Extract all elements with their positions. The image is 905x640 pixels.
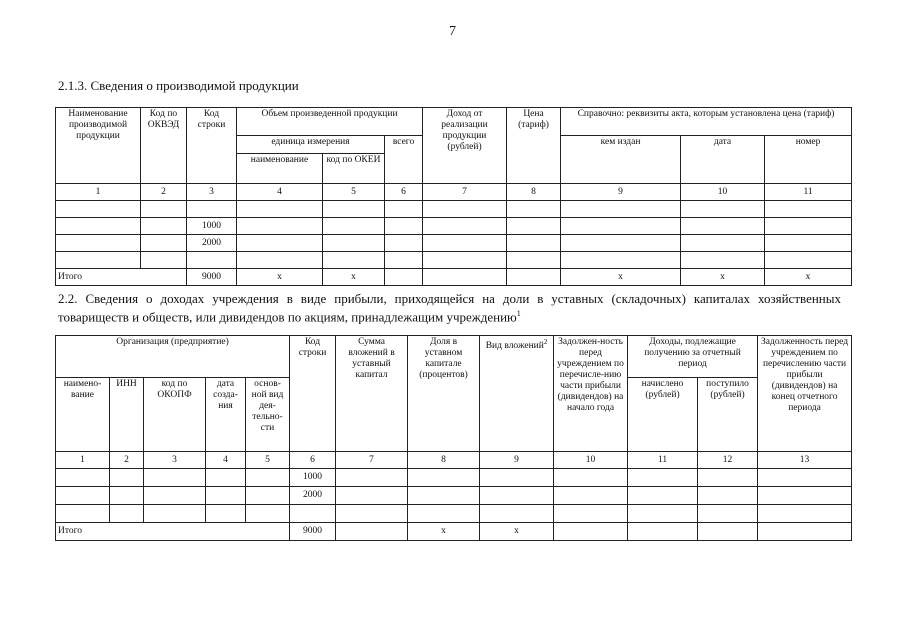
row-code: 2000 xyxy=(290,487,336,505)
header-received: поступило (рублей) xyxy=(698,378,758,452)
total-cell: х xyxy=(561,269,681,286)
header-okved: Код по ОКВЭД xyxy=(141,108,187,184)
header-issued-by: кем издан xyxy=(561,136,681,184)
header-okei: код по ОКЕИ xyxy=(323,154,385,184)
header-accrued: начислено (рублей) xyxy=(628,378,698,452)
table-row xyxy=(56,218,852,235)
header-number: номер xyxy=(765,136,852,184)
total-label: Итого xyxy=(56,523,290,541)
col-number: 2 xyxy=(110,452,144,469)
header-okopf: код по ОКОПФ xyxy=(144,378,206,452)
header-income: Доход от реализации продукции (рублей) xyxy=(423,108,507,184)
total-row xyxy=(56,523,852,541)
table-row xyxy=(56,469,852,487)
table-row xyxy=(56,487,852,505)
col-number: 6 xyxy=(290,452,336,469)
header-unit: единица измерения xyxy=(237,136,385,154)
col-number: 3 xyxy=(144,452,206,469)
row-code xyxy=(187,201,237,218)
section-2-2-title: 2.2. Сведения о доходах учреждения в виде прибыли, приходящейся на доли в уставных (складочных) капиталах хозяйственных товариществ и обществ, или дивидендов по акциям, принадлежащим учреждению$^1$ xyxy=(58,291,841,325)
col-number: 10 xyxy=(554,452,628,469)
table-row xyxy=(56,505,852,523)
total-row xyxy=(56,269,852,286)
row-code xyxy=(187,252,237,269)
col-number: 1 xyxy=(56,452,110,469)
col-number: 13 xyxy=(758,452,852,469)
total-code: 9000 xyxy=(290,523,336,541)
header-price: Цена (тариф) xyxy=(507,108,561,184)
header-main-activity: основ-ной вид дея-тельно-сти xyxy=(246,378,290,452)
col-number: 4 xyxy=(237,184,323,201)
col-number: 8 xyxy=(507,184,561,201)
header-inn: ИНН xyxy=(110,378,144,452)
col-number: 11 xyxy=(628,452,698,469)
col-number: 1 xyxy=(56,184,141,201)
header-row-code: Код строки xyxy=(290,336,336,452)
col-number: 6 xyxy=(385,184,423,201)
col-number: 3 xyxy=(187,184,237,201)
header-investment: Сумма вложений в уставный капитал xyxy=(336,336,408,452)
header-creation-date: дата созда-ния xyxy=(206,378,246,452)
col-number: 7 xyxy=(423,184,507,201)
col-number: 5 xyxy=(246,452,290,469)
col-number: 2 xyxy=(141,184,187,201)
total-cell: х xyxy=(323,269,385,286)
row-code xyxy=(290,505,336,523)
header-debt-start: Задолжен-ность перед учреждением по перечисле-нию части прибыли (дивидендов) на начало года xyxy=(554,336,628,452)
header-product-name: Наименование производимой продукции xyxy=(56,108,141,184)
total-cell: х xyxy=(681,269,765,286)
table-row xyxy=(56,235,852,252)
footnote-mark: 2 xyxy=(543,338,548,346)
footnote-mark: 1 xyxy=(516,309,521,318)
col-number: 4 xyxy=(206,452,246,469)
col-number: 9 xyxy=(480,452,554,469)
row-code: 1000 xyxy=(187,218,237,235)
dividends-table xyxy=(55,335,852,541)
col-number: 12 xyxy=(698,452,758,469)
total-code: 9000 xyxy=(187,269,237,286)
row-code: 1000 xyxy=(290,469,336,487)
header-row-code: Код строки xyxy=(187,108,237,184)
header-reference: Справочно: реквизиты акта, которым установлена цена (тариф) xyxy=(561,108,852,136)
header-date: дата xyxy=(681,136,765,184)
header-debt-end: Задолженность перед учреждением по перечислению части прибыли (дивидендов) на конец отчетного периода xyxy=(758,336,852,452)
header-volume: Объем произведенной продукции xyxy=(237,108,423,136)
col-number: 5 xyxy=(323,184,385,201)
table-row xyxy=(56,201,852,218)
total-label: Итого xyxy=(56,269,187,286)
total-cell: х xyxy=(408,523,480,541)
table-row xyxy=(56,252,852,269)
col-number: 10 xyxy=(681,184,765,201)
header-type: Вид вложений$^2$ xyxy=(480,336,554,452)
header-organization: Организация (предприятие) xyxy=(56,336,290,378)
col-number: 8 xyxy=(408,452,480,469)
page-number: 7 xyxy=(449,24,456,39)
total-cell: х xyxy=(765,269,852,286)
header-org-name: наимено-вание xyxy=(56,378,110,452)
total-cell: х xyxy=(480,523,554,541)
section-2-1-3-title: 2.1.3. Сведения о производимой продукции xyxy=(58,78,299,93)
total-cell: х xyxy=(237,269,323,286)
header-share: Доля в уставном капитале (процентов) xyxy=(408,336,480,452)
header-income-period: Доходы, подлежащие получению за отчетный период xyxy=(628,336,758,378)
col-number: 9 xyxy=(561,184,681,201)
row-code: 2000 xyxy=(187,235,237,252)
col-number: 7 xyxy=(336,452,408,469)
products-table xyxy=(55,107,852,286)
header-unit-name: наименование xyxy=(237,154,323,184)
col-number: 11 xyxy=(765,184,852,201)
header-total: всего xyxy=(385,136,423,184)
